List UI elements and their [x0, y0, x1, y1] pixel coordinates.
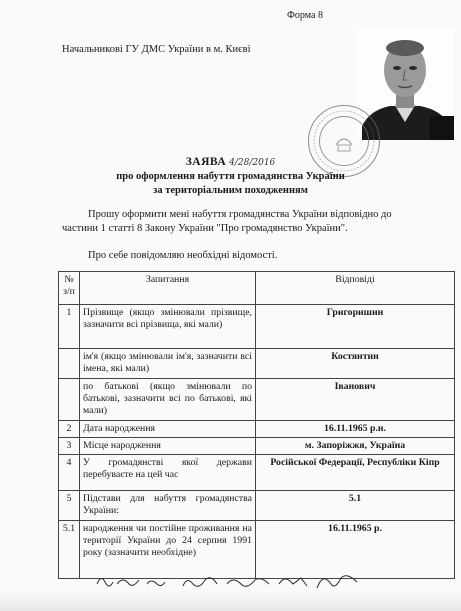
row-answer: м. Запоріжжя, Україна [256, 438, 455, 455]
row-question: Місце народження [80, 438, 256, 455]
header-num: № з/п [59, 272, 80, 305]
row-answer: Іванович [256, 379, 455, 421]
application-table [58, 271, 455, 579]
row-question: народження чи постійне проживання на території України до 24 серпня 1991 року (зазначити необхідне) [80, 521, 256, 579]
row-num [59, 379, 80, 421]
row-num: 4 [59, 455, 80, 491]
row-question: Підстави для набуття громадянства України: [80, 491, 256, 521]
row-answer: 16.11.1965 р.н. [256, 421, 455, 438]
table-row [59, 438, 455, 455]
table-row [59, 349, 455, 379]
title-subtitle-2: за територіальним походженням [153, 185, 308, 196]
row-question: по батькові (якщо змінювали по батькові, зазначити всі по батькові, які мали) [80, 379, 256, 421]
form-number: Форма 8 [287, 10, 323, 21]
intro-line-3: Про себе повідомляю необхідні відомості. [88, 250, 278, 261]
table-header-row [59, 272, 455, 305]
table-row [59, 379, 455, 421]
row-answer: Костянтин [256, 349, 455, 379]
row-num: 3 [59, 438, 80, 455]
addressee: Начальникові ГУ ДМС України в м. Києві [62, 44, 251, 55]
handwritten-reg-number: 4/28/2016 [229, 158, 276, 168]
table-row [59, 305, 455, 349]
row-num: 2 [59, 421, 80, 438]
table-row [59, 455, 455, 491]
scan-edge [0, 590, 461, 611]
row-question: Дата народження [80, 421, 256, 438]
row-num: 5.1 [59, 521, 80, 579]
title-main: ЗАЯВА [185, 156, 227, 168]
row-num [59, 349, 80, 379]
row-answer: 16.11.1965 р. [256, 521, 455, 579]
document-title [0, 156, 461, 168]
intro-line-2: частини 1 статті 8 Закону України "Про громадянство України". [62, 223, 348, 234]
row-answer: 5.1 [256, 491, 455, 521]
row-question: Прізвище (якщо змінювали прізвище, зазначити всі прізвища, які мали) [80, 305, 256, 349]
row-num: 5 [59, 491, 80, 521]
row-question: У громадянстві якої держави перебуваєте на цей час [80, 455, 256, 491]
row-num: 1 [59, 305, 80, 349]
row-answer: Російської Федерації, Республіки Кіпр [256, 455, 455, 491]
title-subtitle-1: про оформлення набуття громадянства України [116, 171, 345, 182]
header-question: Запитання [80, 272, 256, 305]
intro-line-1: Прошу оформити мені набуття громадянства України відповідно до [88, 209, 392, 220]
header-answer: Відповіді [256, 272, 455, 305]
row-answer: Григоришин [256, 305, 455, 349]
table-row [59, 491, 455, 521]
table-row [59, 421, 455, 438]
row-question: ім'я (якщо змінювали ім'я, зазначити всі імена, які мали) [80, 349, 256, 379]
